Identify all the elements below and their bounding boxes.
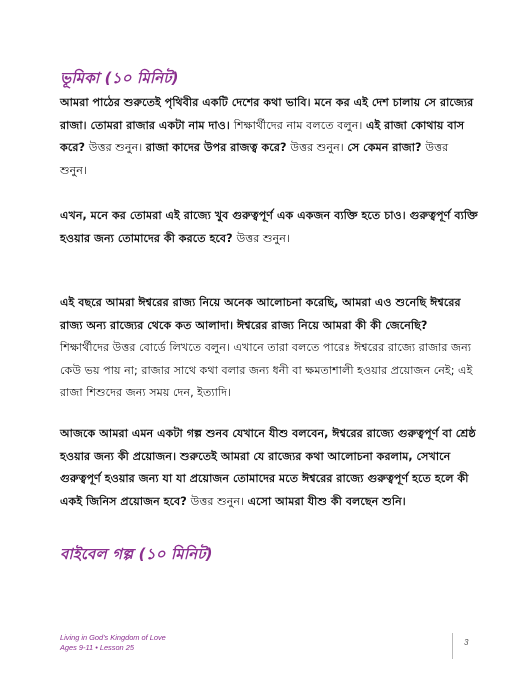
page-footer [60, 633, 478, 659]
emphasized-text: এই বছরে আমরা ঈশ্বরের রাজ্য নিয়ে অনেক আলোচনা করেছি, আমরা এও শুনেছি ঈশ্বরের রাজ্য অন্য রাজ্যের থেকে কত আলাদা। ঈশ্বরের রাজ্য নিয়ে আমরা কী কী জেনেছি? [60, 296, 461, 332]
footer-subtitle: Ages 9-11 • Lesson 25 [60, 643, 134, 652]
paragraph-gods-kingdom [60, 292, 478, 405]
instruction-text: উত্তর শুনুন। [88, 141, 146, 155]
instruction-text: উত্তর শুনুন। [236, 231, 290, 245]
footer-title: Living in God's Kingdom of Love [60, 633, 166, 642]
instruction-text: শিক্ষার্থীদের উত্তর বোর্ডে লিখতে বলুন। এখানে তারা বলতে পারেঃ ঈশ্বরের রাজ্যে রাজার জন্য কেউ ভয় পায় না; রাজার সাথে কথা বলার জন্য ধনী বা ক্ষমতাশালী হওয়ার প্রয়োজন নেই; এই রাজা শিশুদের জন্য সময় দেন, ইত্যাদি। [60, 341, 473, 400]
intro-heading: ভূমিকা (১০ মিনিট) [60, 69, 179, 87]
emphasized-text: আজকে আমরা এমন একটা গল্প শুনব যেখানে যীশু বলবেন, ঈশ্বরের রাজ্যে গুরুত্বপূর্ণ বা শ্রেষ্ঠ হওয়ার জন্য কী প্রয়োজন। শুরুতেই আমরা যে রাজ্যের কথা আলোচনা করলাম, সেখানে গুরুত্বপূর্ণ হওয়ার জন্য যা যা প্রয়োজন তোমাদের মতে ঈশ্বরের রাজ্যে গুরুত্বপূর্ণ হতে হলে কী একই জিনিস প্রয়োজন হবে? [60, 427, 476, 508]
bible-story-heading: বাইবেল গল্প (১০ মিনিট) [60, 545, 213, 563]
instruction-text: উত্তর শুনুন। [290, 141, 348, 155]
paragraph-todays-story [60, 423, 478, 513]
paragraph-intro [60, 92, 478, 182]
paragraph-important-person [60, 205, 478, 250]
emphasized-text: এখন, মনে কর তোমরা এই রাজ্যে খুব গুরুত্বপূর্ণ এক একজন ব্যক্তি হতে চাও। গুরুত্বপূর্ণ ব্যক্তি হওয়ার জন্য তোমাদের কী করতে হবে? [60, 209, 478, 245]
instruction-text: উত্তর শুনুন। [60, 141, 449, 177]
emphasized-text: সে কেমন রাজা? [347, 141, 426, 155]
emphasized-text: আমরা পাঠের শুরুতেই পৃথিবীর একটি দেশের কথা ভাবি। মনে কর এই দেশ চালায় সে রাজ্যের রাজা। তোমরা রাজার একটা নাম দাও। [60, 96, 474, 132]
instruction-text: শিক্ষার্থীদের নাম বলতে বলুন। [233, 118, 366, 132]
emphasized-text: এই রাজা কোথায় বাস করে? [60, 118, 465, 155]
emphasized-text: রাজা কাদের উপর রাজত্ব করে? [145, 141, 291, 155]
footer-divider [452, 633, 453, 659]
page-number: 3 [464, 638, 469, 647]
instruction-text: উত্তর শুনুন। [190, 494, 248, 508]
emphasized-text: এসো আমরা যীশু কী বলছেন শুনি। [247, 494, 406, 508]
